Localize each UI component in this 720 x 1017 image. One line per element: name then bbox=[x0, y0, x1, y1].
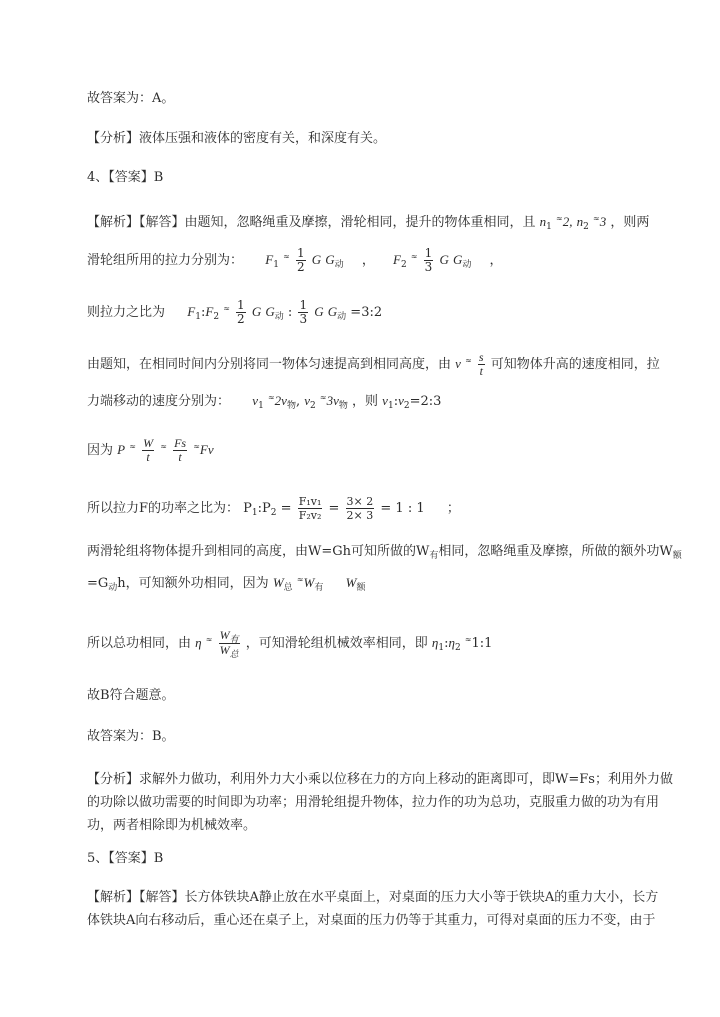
ratio-result: 1:1 bbox=[471, 636, 493, 651]
text: 则拉力之比为 bbox=[87, 305, 166, 320]
math-F: F bbox=[187, 304, 196, 319]
math-sub: 额 bbox=[672, 551, 682, 561]
text: 所以拉力F的功率之比为： bbox=[87, 501, 240, 516]
equals-glyph: ≈ bbox=[464, 635, 472, 644]
analysis-line: 功，两者相除即为机械效率。 bbox=[87, 818, 257, 833]
q5-solution bbox=[87, 886, 658, 932]
text: ，可知滑轮组机械效率相同，即 bbox=[245, 636, 428, 651]
math-value: 2, bbox=[562, 214, 573, 229]
ratio-sep: : bbox=[200, 305, 206, 320]
equals-glyph: ≈ bbox=[296, 575, 304, 584]
text: 因为 bbox=[87, 443, 114, 458]
fraction-numerator: W bbox=[143, 436, 154, 450]
math-sub: 2 bbox=[454, 643, 461, 653]
fraction-numerator: 1 bbox=[237, 298, 245, 312]
q4-solution-line-3 bbox=[87, 299, 382, 327]
fraction-numerator: Fs bbox=[174, 436, 187, 450]
fraction bbox=[424, 247, 434, 274]
fraction-denominator: t bbox=[479, 364, 483, 378]
q4-solution-line-7: 所以拉力F的功率之比为： $P_1:P_2$ = $\frac{\text{F₁v₁}}{\text{F₂v₂}}$ = $\frac{3\times 2}{2\times 3}$ = 1 : 1 ； bbox=[87, 495, 460, 522]
equals-glyph: ≈ bbox=[556, 214, 563, 223]
q4-solution-line-4 bbox=[87, 351, 660, 379]
math-sub: 动 bbox=[334, 260, 344, 270]
math-sub: 1 bbox=[195, 312, 201, 322]
math-F: F bbox=[392, 252, 401, 267]
ratio-result: = 1 : 1 bbox=[380, 501, 425, 516]
math-sub: 1 bbox=[273, 260, 279, 270]
math-sub: 动 bbox=[274, 312, 284, 322]
equals-glyph: ≈ bbox=[205, 635, 213, 644]
text: 相同，忽略绳重及摩擦，所做的额外功W bbox=[438, 544, 673, 559]
text: 可知物体升高的速度相同，拉 bbox=[490, 357, 660, 372]
math-W: W bbox=[272, 575, 284, 590]
q4-solution-line-8 bbox=[87, 543, 682, 562]
math-sub: 物 bbox=[286, 401, 296, 411]
math-sub: 1 bbox=[258, 401, 264, 411]
math-sub: 额 bbox=[356, 583, 366, 593]
fraction bbox=[296, 247, 306, 274]
math-sub: 动 bbox=[337, 312, 347, 322]
text: ，则 bbox=[352, 394, 379, 409]
fraction-denominator: t bbox=[178, 450, 182, 464]
fraction-denominator: F₂v₂ bbox=[298, 509, 322, 522]
math-W: W bbox=[345, 575, 357, 590]
math-P: P bbox=[243, 501, 252, 516]
ratio-sep: : bbox=[287, 305, 293, 320]
math-G: G bbox=[327, 304, 338, 319]
ratio-sep: : bbox=[393, 394, 399, 409]
math-eta: η bbox=[431, 635, 439, 650]
fraction-numerator: s bbox=[478, 350, 484, 364]
math-v: v bbox=[455, 356, 461, 371]
math-expr: 3v bbox=[326, 393, 339, 408]
fraction-denominator: t bbox=[146, 450, 150, 464]
fraction-numerator: 1 bbox=[299, 298, 308, 312]
math-sub: 2 bbox=[403, 401, 410, 411]
equals-glyph: ≈ bbox=[283, 252, 290, 261]
q4-solution-line-2: 滑轮组所用的拉力分别为： $F_1$ ≈ $\frac{1}{2}$ G $G_动$ ， $F_2$ ≈ $\frac{1}{3}$ G $G_动$ ， bbox=[87, 246, 503, 274]
equals-glyph: ≈ bbox=[593, 214, 600, 223]
q4-solution-line-5: 力端移动的速度分别为： $v_1$ $^\approx 2v_物$, $v_2$ $^\approx 3v_物$ ，则 $v_1:v_2=2:3$ bbox=[87, 393, 442, 411]
fraction bbox=[236, 299, 246, 326]
fraction-numerator bbox=[219, 629, 240, 644]
fraction bbox=[298, 299, 308, 326]
equals-glyph: ≈ bbox=[410, 252, 418, 261]
math-sub: 有 bbox=[229, 634, 239, 644]
equals-glyph: ≈ bbox=[223, 304, 230, 313]
math-sub: 2 bbox=[583, 222, 589, 232]
text: 滑轮组所用的拉力分别为： bbox=[87, 253, 244, 268]
math-G: G bbox=[452, 252, 463, 267]
math-v: v bbox=[252, 393, 259, 408]
math-G: G bbox=[251, 304, 262, 319]
math-sub: 动 bbox=[108, 583, 118, 593]
equals-glyph: ≈ bbox=[193, 442, 200, 451]
math-sub: 总 bbox=[283, 583, 293, 593]
fraction bbox=[478, 351, 485, 378]
fraction bbox=[219, 629, 240, 658]
math-sub: 总 bbox=[229, 649, 239, 659]
math-eta: η bbox=[448, 635, 455, 650]
math-sub: 1 bbox=[387, 401, 394, 411]
q5-heading: 5、【答案】B bbox=[87, 851, 164, 866]
text: 【解析】【解答】由题知，忽略绳重及摩擦，滑轮相同，提升的物体重相同，且 bbox=[87, 215, 536, 230]
math-n: n bbox=[539, 214, 547, 229]
math-sub: 2 bbox=[310, 401, 316, 411]
equals-glyph: ≈ bbox=[319, 393, 327, 402]
math-sub: 1 bbox=[546, 222, 552, 232]
ratio-result: =3:2 bbox=[350, 305, 383, 320]
text: =G bbox=[87, 576, 109, 591]
math-F: F bbox=[265, 252, 274, 267]
math-W: W bbox=[303, 575, 315, 590]
q4-conclusion: 故B符合题意。 bbox=[87, 688, 175, 703]
text: 所以总功相同，由 bbox=[87, 636, 192, 651]
text: ； bbox=[446, 501, 460, 516]
math-F: F bbox=[205, 304, 214, 319]
ratio-sep: : bbox=[444, 636, 449, 651]
q4-analysis bbox=[87, 768, 673, 837]
q3-analysis: 【分析】液体压强和液体的密度有关，和深度有关。 bbox=[87, 131, 387, 146]
fraction-denominator: 2 bbox=[296, 260, 305, 274]
math-G: G bbox=[265, 304, 275, 319]
math-G: G bbox=[439, 252, 449, 267]
equals-glyph: ≈ bbox=[129, 442, 136, 451]
math-G: G bbox=[325, 252, 335, 267]
fraction-denominator: 2 bbox=[237, 312, 245, 326]
math-W: W bbox=[219, 643, 230, 657]
math-W: W bbox=[219, 628, 230, 642]
math-eta: η bbox=[195, 635, 202, 650]
solution-line: 【解析】【解答】长方体铁块A静止放在水平桌面上，对桌面的压力大小等于铁块A的重力大小，长方 bbox=[87, 890, 659, 905]
math-sub: 物 bbox=[338, 401, 348, 411]
fraction-denominator: 3 bbox=[424, 260, 433, 274]
fraction-denominator: 2× 3 bbox=[346, 509, 374, 522]
text: 两滑轮组将物体提升到相同的高度，由W=Gh可知所做的W bbox=[87, 544, 430, 559]
math-Fv: Fv bbox=[199, 442, 214, 457]
q4-solution-line-1 bbox=[87, 213, 649, 233]
fraction-denominator bbox=[219, 644, 240, 658]
math-sub: 2 bbox=[400, 260, 407, 270]
fraction bbox=[298, 495, 323, 522]
q4-solution-line-6 bbox=[87, 437, 214, 465]
math-v: v bbox=[304, 393, 310, 408]
text: ，则两 bbox=[610, 215, 650, 230]
math-sub: 2 bbox=[213, 312, 220, 322]
fraction-numerator: 1 bbox=[296, 246, 305, 260]
math-sub: 1 bbox=[438, 643, 445, 653]
text: h，可知额外功相同，因为 bbox=[117, 576, 269, 591]
text: 由题知，在相同时间内分别将同一物体匀速提高到相同高度，由 bbox=[87, 357, 452, 372]
equals-glyph: ≈ bbox=[267, 393, 275, 402]
math-G: G bbox=[314, 304, 324, 319]
math-sub: 有 bbox=[429, 551, 439, 561]
math-G: G bbox=[311, 252, 322, 267]
math-expr: 2v bbox=[274, 393, 287, 408]
math-value: 3 bbox=[599, 214, 607, 229]
analysis-line: 【分析】求解外力做功，利用外力大小乘以位移在力的方向上移动的距离即可，即W=Fs；利用外力做 bbox=[87, 772, 673, 787]
math-sub: 2 bbox=[270, 508, 277, 518]
solution-line: 体铁块A向右移动后，重心还在桌子上，对桌面的压力仍等于其重力，可得对桌面的压力不变，由于 bbox=[87, 913, 656, 928]
q4-answer-line: 故答案为：B。 bbox=[87, 729, 175, 744]
fraction-numerator: 3× 2 bbox=[346, 495, 374, 508]
fraction bbox=[173, 437, 187, 464]
fraction-denominator: 3 bbox=[299, 312, 308, 326]
math-P: P bbox=[262, 501, 271, 516]
q3-answer-line: 故答案为：A。 bbox=[87, 91, 175, 106]
ratio-result: =2:3 bbox=[409, 394, 442, 409]
math-n: n bbox=[576, 214, 584, 229]
fraction-numerator: F₁v₁ bbox=[298, 495, 322, 508]
ratio-sep: : bbox=[257, 501, 263, 516]
math-sub: 1 bbox=[251, 508, 258, 518]
equals-glyph: ≈ bbox=[465, 356, 472, 365]
math-sub: 动 bbox=[462, 260, 472, 270]
fraction bbox=[142, 437, 154, 464]
math-v: v bbox=[382, 393, 388, 408]
q4-solution-line-10 bbox=[87, 628, 492, 660]
q4-heading: 4、【答案】B bbox=[87, 170, 164, 185]
analysis-line: 的功除以做功需要的时间即为功率；用滑轮组提升物体，拉力作的功为总功，克服重力做的功为有用 bbox=[87, 795, 660, 810]
equals-glyph: ≈ bbox=[160, 442, 167, 451]
math-sub: 有 bbox=[314, 583, 324, 593]
fraction-numerator: 1 bbox=[424, 246, 433, 260]
math-v: v bbox=[398, 393, 404, 408]
fraction bbox=[346, 495, 375, 522]
text: 力端移动的速度分别为： bbox=[87, 394, 231, 409]
q4-solution-line-9 bbox=[87, 574, 366, 594]
math-P: P bbox=[117, 442, 126, 457]
